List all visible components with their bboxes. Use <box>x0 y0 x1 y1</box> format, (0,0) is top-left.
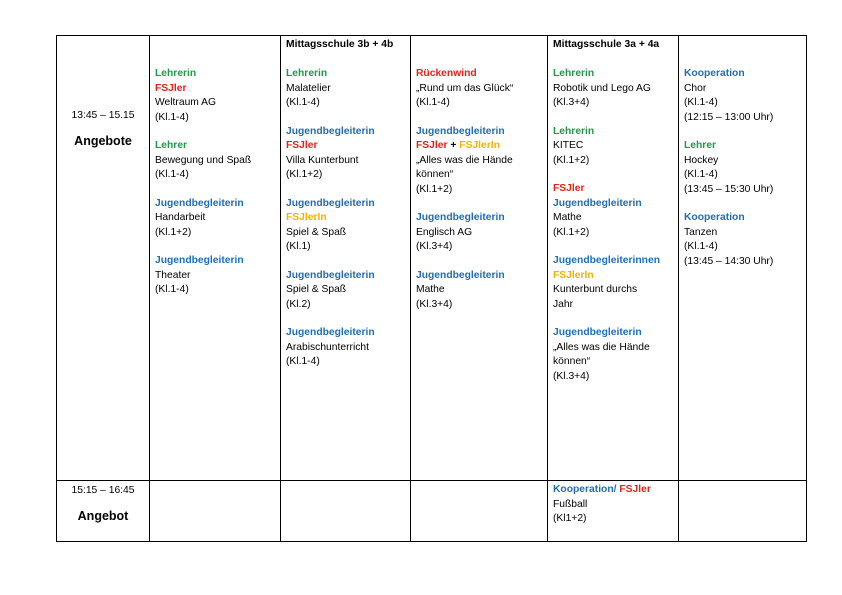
staff-role <box>553 67 673 82</box>
role-text: Jugendbegleiterin <box>553 327 642 338</box>
staff-role <box>684 139 801 154</box>
offer-detail: Theater <box>155 269 191 281</box>
staff-role <box>553 269 673 284</box>
offer-entry <box>286 125 405 140</box>
offer-detail: Tanzen <box>684 226 718 238</box>
offer-entry <box>553 254 673 269</box>
offer-detail: (Kl.1-4) <box>684 241 718 252</box>
offer-detail: (Kl.1-4) <box>684 169 718 180</box>
role-text: Jugendbegleiterin <box>286 327 375 338</box>
offer-detail: (Kl.1-4) <box>155 169 189 180</box>
role-text: + <box>447 140 460 151</box>
staff-role <box>286 67 405 82</box>
offer-detail: (Kl.1-4) <box>286 97 320 108</box>
role-text: FSJlerIn <box>286 212 327 223</box>
role-text: Jugendbegleiterin <box>416 125 505 137</box>
staff-role <box>416 269 542 284</box>
offer-entry <box>684 211 801 269</box>
offer-entry <box>286 139 405 183</box>
offer-detail: Weltraum AG <box>155 97 217 108</box>
staff-role <box>684 67 801 82</box>
offer-detail: Hockey <box>684 154 719 166</box>
role-text: Rückenwind <box>416 68 477 79</box>
offer-detail: können“ <box>416 169 454 180</box>
offer-entry <box>416 125 542 140</box>
offer-entry <box>286 269 405 313</box>
role-text: Jugendbegleiterin <box>553 197 642 209</box>
staff-role <box>416 139 542 154</box>
role-text: Jugendbegleiterin <box>155 255 244 266</box>
role-text: FSJlerIn <box>553 269 594 281</box>
role-text: Lehrerin <box>553 125 595 137</box>
offer-entry <box>155 82 275 126</box>
role-text: Jugendbegleiterin <box>286 269 375 281</box>
table-row-afternoon-2 <box>57 481 807 542</box>
offer-entry <box>286 197 405 212</box>
offer-detail: Villa Kunterbunt <box>286 154 359 166</box>
offer-detail: (Kl.1-4) <box>416 97 450 108</box>
role-text: Lehrer <box>684 140 717 151</box>
role-text: Lehrer <box>155 140 188 151</box>
time-cell <box>57 481 150 542</box>
table-row-afternoon-1 <box>57 36 807 481</box>
offer-detail: KITEC <box>553 140 584 151</box>
offer-detail: „Rund um das Glück“ <box>416 82 514 94</box>
offer-detail: (Kl1+2) <box>553 513 587 524</box>
role-text: FSJler <box>553 183 585 194</box>
offer-detail: (13:45 – 14:30 Uhr) <box>684 255 774 267</box>
offer-detail: Jahr <box>553 298 574 310</box>
offer-detail: (Kl.1+2) <box>553 154 590 166</box>
staff-role <box>286 326 405 341</box>
role-text: Lehrerin <box>553 68 595 79</box>
offer-entry <box>286 67 405 111</box>
offer-column-3 <box>411 36 548 481</box>
role-text: Jugendbegleiterin <box>416 269 505 281</box>
offer-detail: (Kl.3+4) <box>553 370 590 382</box>
staff-role <box>553 326 673 341</box>
staff-role <box>286 139 405 154</box>
offer-detail: Robotik und Lego AG <box>553 82 651 94</box>
offer-column-1 <box>150 36 281 481</box>
staff-role <box>684 211 801 226</box>
offer-detail: (Kl.3+4) <box>553 97 590 108</box>
offer-entry <box>416 67 542 111</box>
empty-cell <box>679 481 807 542</box>
staff-role <box>155 82 275 97</box>
offer-detail: (Kl.1-4) <box>286 356 320 367</box>
role-text: Jugendbegleiterin <box>286 197 375 209</box>
offer-entry <box>155 254 275 298</box>
role-text: FSJler <box>619 484 651 495</box>
offer-entry <box>684 67 801 125</box>
role-text: Jugendbegleiterin <box>416 212 505 223</box>
role-text: FSJler <box>155 82 187 94</box>
staff-role <box>155 139 275 154</box>
offer-detail: Bewegung und Spaß <box>155 154 252 166</box>
offer-detail: Englisch AG <box>416 226 473 238</box>
offer-entry <box>553 182 673 197</box>
offer-column-2 <box>281 36 411 481</box>
offer-detail: „Alles was die Hände <box>416 154 513 166</box>
offer-column-4 <box>548 481 679 542</box>
staff-role <box>286 269 405 284</box>
offer-detail: (12:15 – 13:00 Uhr) <box>684 111 774 123</box>
offer-detail: (Kl.3+4) <box>416 298 453 310</box>
staff-role <box>553 483 673 498</box>
offer-entry <box>155 67 275 82</box>
offer-detail: (13:45 – 15:30 Uhr) <box>684 183 774 195</box>
offer-entry <box>416 139 542 197</box>
offer-detail: (Kl.2) <box>286 298 311 310</box>
empty-cell <box>150 481 281 542</box>
staff-role <box>416 211 542 226</box>
role-text: Lehrerin <box>286 68 328 79</box>
offer-entry <box>155 139 275 183</box>
offer-detail: (Kl.1-4) <box>155 111 189 123</box>
schedule-table <box>56 35 807 542</box>
role-text: FSJler <box>286 140 318 151</box>
offer-entry <box>286 211 405 255</box>
offer-entry <box>553 483 673 527</box>
staff-role <box>286 197 405 212</box>
offer-detail: Malatelier <box>286 82 331 94</box>
empty-cell <box>281 481 411 542</box>
offer-detail: Mathe <box>416 284 445 295</box>
offer-entry <box>553 125 673 169</box>
offer-detail: (Kl.3+4) <box>416 241 453 252</box>
role-text: Jugendbegleiterin <box>286 125 375 137</box>
role-text: FSJler <box>416 140 448 151</box>
time-cell <box>57 36 150 481</box>
offer-detail: Mathe <box>553 212 582 223</box>
offer-detail: „Alles was die Hände <box>553 341 650 353</box>
offer-detail: Kunterbunt durchs <box>553 284 638 295</box>
staff-role <box>286 125 405 140</box>
role-text: Kooperation <box>553 484 614 495</box>
offer-entry <box>553 197 673 241</box>
staff-role <box>553 125 673 140</box>
offer-detail: (Kl.1-4) <box>155 284 189 295</box>
offer-detail: (Kl.1+2) <box>416 183 453 195</box>
row-label: Angebote <box>74 133 132 148</box>
staff-role <box>286 211 405 226</box>
offer-detail: Fußball <box>553 498 588 510</box>
offer-detail: (Kl.1+2) <box>155 226 192 238</box>
staff-role <box>553 254 673 269</box>
offer-column-4 <box>548 36 679 481</box>
time-range: 15:15 – 16:45 <box>71 485 135 496</box>
staff-role <box>155 254 275 269</box>
offer-detail: (Kl.1-4) <box>684 97 718 108</box>
staff-role <box>155 197 275 212</box>
offer-entry <box>553 326 673 384</box>
offer-entry <box>286 326 405 370</box>
role-text: Kooperation <box>684 68 745 79</box>
offer-detail: (Kl.1) <box>286 241 311 252</box>
offer-detail: können“ <box>553 356 591 367</box>
offer-entry <box>553 269 673 313</box>
staff-role <box>416 67 542 82</box>
staff-role <box>553 182 673 197</box>
offer-entry <box>416 211 542 255</box>
offer-detail: (Kl.1+2) <box>286 169 323 180</box>
staff-role <box>155 67 275 82</box>
offer-detail: Chor <box>684 82 707 94</box>
role-text: Kooperation <box>684 212 745 223</box>
offer-detail: Spiel & Spaß <box>286 284 347 295</box>
offer-detail: (Kl.1+2) <box>553 226 590 238</box>
role-text: Jugendbegleiterinnen <box>553 255 660 266</box>
offer-column-5 <box>679 36 807 481</box>
offer-entry <box>553 67 673 111</box>
row-label: Angebot <box>77 508 129 523</box>
offer-entry <box>416 269 542 313</box>
role-text: / <box>613 484 620 495</box>
role-text: Jugendbegleiterin <box>155 197 244 209</box>
column-header: Mittagsschule 3a + 4a <box>553 39 660 50</box>
role-text: FSJlerIn <box>459 140 500 151</box>
offer-detail: Spiel & Spaß <box>286 226 347 238</box>
offer-detail: Arabischunterricht <box>286 341 369 353</box>
staff-role <box>416 125 542 140</box>
column-header: Mittagsschule 3b + 4b <box>286 39 394 50</box>
empty-cell <box>411 481 548 542</box>
offer-entry <box>684 139 801 197</box>
staff-role <box>553 197 673 212</box>
time-range: 13:45 – 15.15 <box>71 110 135 121</box>
offer-entry <box>155 197 275 241</box>
role-text: Lehrerin <box>155 68 197 79</box>
offer-detail: Handarbeit <box>155 212 206 223</box>
